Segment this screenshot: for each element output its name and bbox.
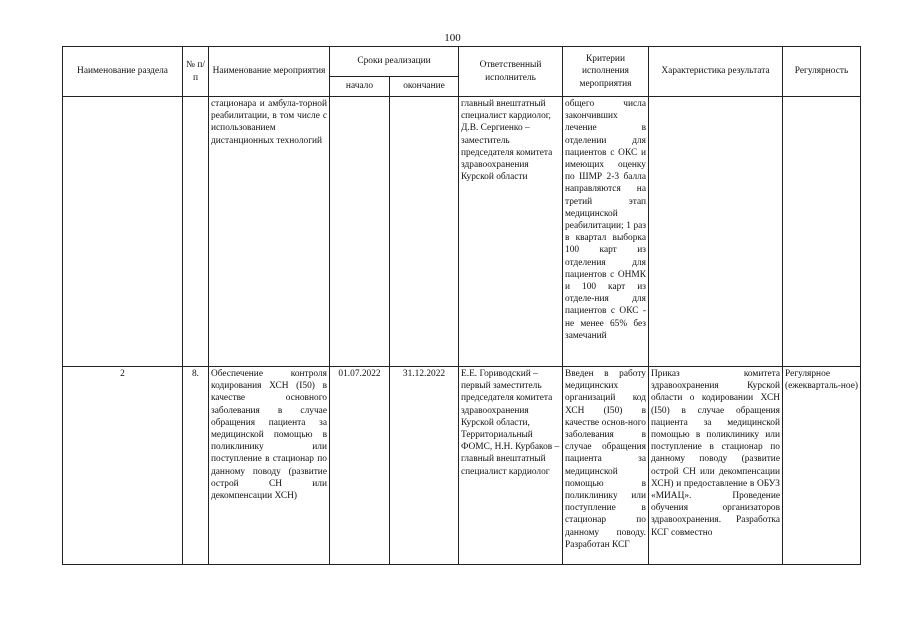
cell-section [63,97,183,367]
cell-start: 01.07.2022 [330,367,390,565]
table-row [63,97,861,367]
header-event-name: Наименование мероприятия [209,47,330,97]
cell-section: 2 [63,367,183,565]
cell-responsible: Е.Е. Гориводский – первый заместитель председателя комитета здравоохранения Курской области, Территориальный ФОМС, Н.Н. Курбаков – главный внештатный специалист кардиолог [459,367,563,565]
cell-end: 31.12.2022 [390,367,459,565]
table-row [63,367,861,565]
header-end: окончание [390,77,459,97]
cell-number: 8. [183,367,209,565]
cell-criteria: Введен в работу медицинских организаций код ХСН (I50) в качестве основ-ного заболевания в случае обращения пациента за медицинской помощью в поликлинику или поступление в стационар по данному поводу. Разработан КСГ [563,367,649,565]
cell-regularity [783,97,861,367]
page-number: 100 [444,32,461,44]
plan-table [62,46,861,565]
header-criteria: Критерии исполнения мероприятия [563,47,649,97]
header-period: Сроки реализации [330,47,459,77]
header-responsible: Ответственный исполнитель [459,47,563,97]
cell-result: Приказ комитета здравоохранения Курской области о кодировании ХСН (I50) в случае обращения пациента за медицинской помощью в поликлинику или поступление в стационар по данному поводу (развитие острой СН или декомпенсации ХСН) и предоставление в ОБУЗ «МИАЦ». Проведение обучения организаторов здравоохранения. Разработка КСГ совместно [649,367,783,565]
cell-number [183,97,209,367]
header-number: № п/п [183,47,209,97]
cell-end [390,97,459,367]
cell-event: стационара и амбула-торной реабилитации, в том числе с использованием дистанционных технологий [209,97,330,367]
header-start: начало [330,77,390,97]
cell-result [649,97,783,367]
cell-start [330,97,390,367]
header-section-name: Наименование раздела [63,47,183,97]
cell-criteria: общего числа закончивших лечение в отделении для пациентов с ОКС и имеющих оценку по ШМР 2-3 балла направляются на третий этап медицинской реабилитации; 1 раз в квартал выборка 100 карт из отделения для пациентов с ОНМК и 100 карт из отделе-ния для пациентов с ОКС - не менее 65% без замечаний [563,97,649,367]
cell-event: Обеспечение контроля кодирования ХСН (I50) в качестве основного заболевания в случае обращения пациента за медицинской помощью в поликлинику или поступление в стационар по данному поводу (развитие острой СН или декомпенсации ХСН) [209,367,330,565]
header-result: Характеристика результата [649,47,783,97]
cell-responsible: главный внештатный специалист кардиолог, Д.В. Сергиенко – заместитель председателя комитета здравоохранения Курской области [459,97,563,367]
cell-regularity: Регулярное (ежекварталь-ное) [783,367,861,565]
header-row [63,47,861,77]
header-regularity: Регулярность [783,47,861,97]
